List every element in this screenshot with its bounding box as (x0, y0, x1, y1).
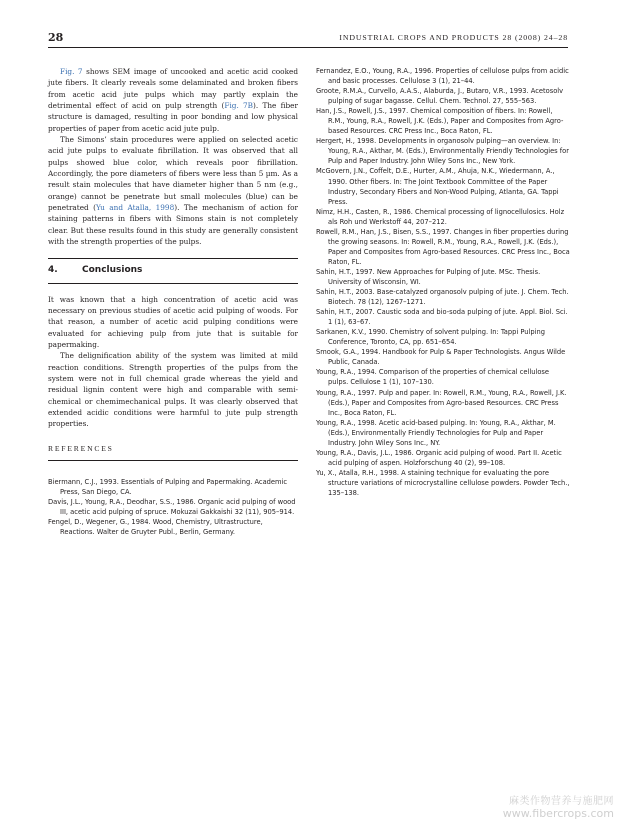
reference-entry: Sahin, H.T., 2003. Base-catalyzed organosolv pulping of jute. J. Chem. Tech. Biotech. 78 (12), 1267–1271. (316, 288, 569, 307)
reference-entry: Sahin, H.T., 1997. New Approaches for Pulping of Jute. MSc. Thesis. University of Wisconsin, WI. (316, 267, 541, 286)
reference-entry: Fernandez, E.O., Young, R.A., 1996. Properties of cellulose pulps from acidic and basic processes. Cellulose 3 (1), 21–44. (316, 67, 569, 86)
reference-entry: McGovern, J.N., Coffelt, D.E., Hurter, A.M., Ahuja, N.K., Wiedermann, A., 1990. Other fibers. In: The Joint Textbook Committee of the Paper Industry, Secondary Fibers and Non-Wood Pulping, Atlanta, GA. Tappi Press. (316, 167, 559, 206)
reference-entry: Davis, J.L., Young, R.A., Deodhar, S.S., 1986. Organic acid pulping of wood III, acetic acid pulping of spruce. Mokuzai Gakkaishi 32 (11), 905–914. (48, 497, 296, 516)
site-watermark (503, 792, 614, 820)
right-column (316, 66, 570, 498)
section-title: Conclusions (82, 264, 143, 275)
reference-entry: Yu, X., Atalla, R.H., 1998. A staining technique for evaluating the pore structure variations of microcrystalline cellulose powders. Powder Tech., 135–138. (316, 468, 570, 497)
journal-running-title: INDUSTRIAL CROPS AND PRODUCTS 28 (2008) 24–28 (339, 33, 568, 42)
reference-list-left (48, 477, 298, 537)
page-header (48, 31, 568, 48)
reference-entry: Han, J.S., Rowell, J.S., 1997. Chemical composition of fibers. In: Rowell, R.M., Young, R.A., Rowell, J.K. (Eds.), Paper and Composites from Agro-based Resources. CRC Press Inc., Boca Raton, FL. (316, 107, 564, 136)
reference-entry: Young, R.A., Davis, J.L., 1986. Organic acid pulping of wood. Part II. Acetic acid pulping of aspen. Holzforschung 40 (2), 99–108. (316, 448, 562, 467)
reference-entry: Biermann, C.J., 1993. Essentials of Pulping and Papermaking. Academic Press, San Diego, CA. (48, 477, 288, 496)
body-paragraph: The delignification ability of the system was limited at mild reaction conditions. Strength properties of the pulps from the system were not in full chemical grade whereas the yield and residual lignin content were high and comparable with semi-chemical or chemimechanical pulps. It was clearly observed that extended acidic conditions were harmful to jute pulp strength properties. (48, 351, 298, 429)
reference-entry: Smook, G.A., 1994. Handbook for Pulp & Paper Technologists. Angus Wilde Public, Canada. (316, 348, 566, 367)
body-paragraph: The Simons’ stain procedures were applied on selected acetic acid jute pulps to evaluate fibrillation. It was observed that all pulps showed blue color, which reveals poor fibrillation. Accordingly, the pore diameters of fibers were less than 5 µm. As a result stain molecules that have diameter higher than 5 nm (e.g., orange) cannot be penetrate but small molecules (blue) can be penetrated (Yu and Atalla, 1998). The mechanism of action for staining patterns in fibers with Simons stain is not completely clear. But these results found in this study are generally consistent with the strength properties of the pulps. (48, 135, 298, 247)
body-paragraph: It was known that a high concentration of acetic acid was necessary on previous studies of acetic acid pulping of woods. For that reason, a number of acetic acid pulping conditions were evaluated for achieving pulp from jute that is suitable for papermaking. (48, 294, 298, 349)
reference-entry: Young, R.A., 1994. Comparison of the properties of chemical cellulose pulps. Cellulose 1 (1), 107–130. (316, 368, 550, 387)
section-divider (48, 258, 298, 259)
section-heading (48, 265, 298, 284)
reference-entry: Sahin, H.T., 2007. Caustic soda and bio-soda pulping of jute. Appl. Biol. Sci. 1 (1), 63–67. (316, 308, 568, 327)
figure-link[interactable]: Fig. 7 (60, 67, 83, 76)
citation-link[interactable]: Yu and Atalla, 1998 (95, 203, 175, 213)
section-number: 4. (48, 264, 58, 275)
reference-list-right (316, 66, 570, 498)
reference-entry: Hergert, H., 1998. Developments in organosolv pulping—an overview. In: Young, R.A., Akthar, M. (Eds.), Environmentally Friendly Technologies for Pulp and Paper Industry. John Wiley Sons Inc., New York. (316, 137, 569, 166)
reference-entry: Young, R.A., 1997. Pulp and paper. In: Rowell, R.M., Young, R.A., Rowell, J.K. (Eds.), Paper and Composites from Agro-based Resources. CRC Press Inc., Boca Raton, FL. (316, 388, 567, 417)
reference-entry: Nimz, H.H., Casten, R., 1986. Chemical processing of lignocellulosics. Holz als Roh und Werkstoff 44, 207–212. (316, 207, 565, 226)
page-number: 28 (48, 31, 64, 44)
reference-entry: Young, R.A., 1998. Acetic acid-based pulping. In: Young, R.A., Akthar, M. (Eds.), Environmentally Friendly Technologies for Pulp and Paper Industry. John Wiley Sons Inc., NY. (316, 418, 556, 447)
reference-entry: Fengel, D., Wegener, G., 1984. Wood, Chemistry, Ultrastructure, Reactions. Walter de Gruyter Publ., Berlin, Germany. (48, 517, 263, 536)
reference-entry: Sarkanen, K.V., 1990. Chemistry of solvent pulping. In: Tappi Pulping Conference, Toronto, CA, pp. 651–654. (316, 328, 545, 347)
figure-link[interactable]: Fig. 7B (224, 101, 254, 111)
references-heading: REFERENCES (48, 444, 298, 461)
watermark-url: www.fibercrops.com (502, 807, 614, 820)
reference-entry: Groote, R.M.A., Curvello, A.A.S., Alaburda, J., Butaro, V.R., 1993. Acetosolv pulping of sugar bagasse. Cellul. Chem. Technol. 27, 555–563. (316, 87, 564, 106)
body-paragraph: Fig. 7 shows SEM image of uncooked and acetic acid cooked jute fibers. It clearly reveals some delaminated and broken fibers from acetic acid jute pulps which may partly explain the detrimental effect of acid on pulp strength (Fig. 7B). The fiber structure is damaged, resulting in poor bonding and low physical properties of paper from acetic acid jute pulp. (48, 67, 298, 133)
reference-entry: Rowell, R.M., Han, J.S., Bisen, S.S., 1997. Changes in fiber properties during the growing seasons. In: Rowell, R.M., Young, R.A., Rowell, J.K. (Eds.), Paper and Composites from Agro-based Resources. CRC Press Inc., Boca Raton, FL. (316, 227, 570, 266)
left-column (48, 66, 298, 537)
watermark-text: 麻类作物营养与施肥网 (509, 796, 614, 807)
